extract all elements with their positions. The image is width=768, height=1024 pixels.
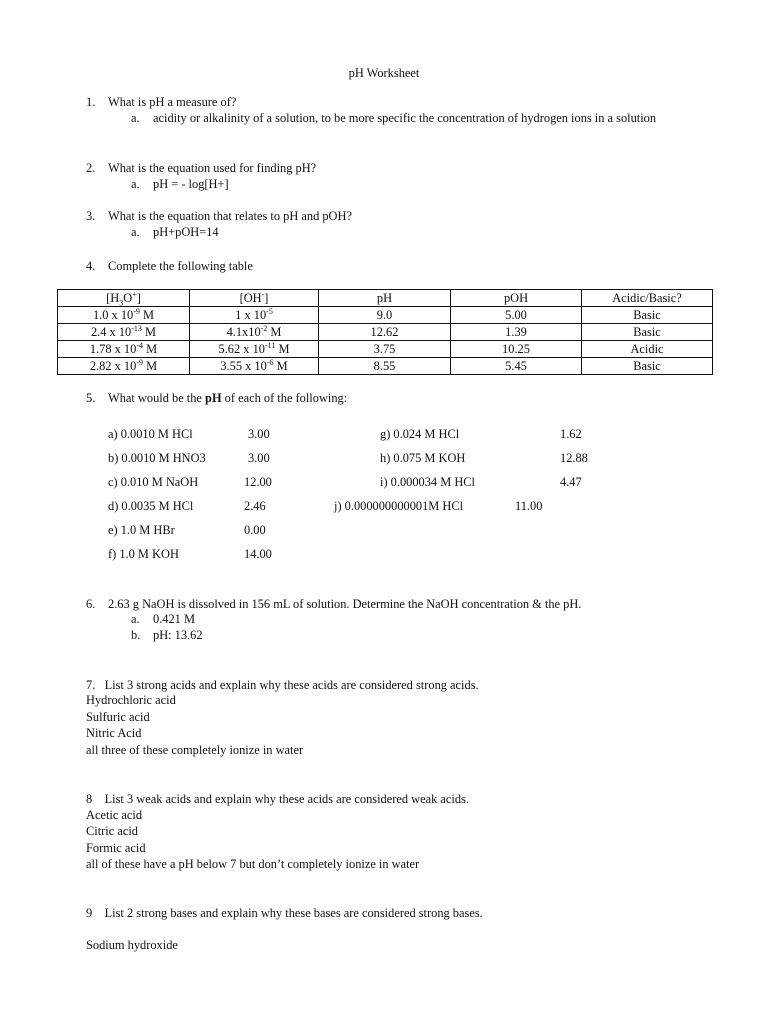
table-row [58, 307, 713, 324]
cell-h3o: 2.82 x $10^{-9}$ M [58, 358, 190, 375]
q5-item-b-label: b) 0.0010 M HNO3 [108, 451, 206, 465]
q5-text: What would be the pH of each of the following: [108, 391, 348, 405]
cell-oh: $4.1x10^{-2}$ M [190, 324, 319, 341]
q6-answer-a-label: a. [131, 612, 140, 626]
cell-poh: 5.00 [451, 307, 582, 324]
table-header-row [58, 290, 713, 307]
cell-ph: 8.55 [319, 358, 451, 375]
q4-text: Complete the following table [108, 259, 253, 273]
q6-answer-b-label: b. [131, 628, 141, 642]
q5-item-i-label: i) 0.000034 M HCl [380, 475, 475, 489]
cell-ph: 3.75 [319, 341, 451, 358]
cell-poh: 10.25 [451, 341, 582, 358]
cell-poh: 1.39 [451, 324, 582, 341]
table-row [58, 358, 713, 375]
q5-item-c-value: 12.00 [244, 475, 272, 489]
ph-table [57, 289, 713, 375]
q5-item-h-value: 12.88 [560, 451, 588, 465]
q5-item-f-value: 14.00 [244, 547, 272, 561]
q5-item-g-label: g) 0.024 M HCl [380, 427, 460, 441]
q5-item-e-label: e) 1.0 M HBr [108, 523, 175, 537]
q5-item-i-value: 4.47 [560, 475, 582, 489]
header-h3o: $[H_3O^+]$ [58, 290, 190, 307]
q1-text: What is pH a measure of? [108, 95, 237, 109]
cell-ph: 9.0 [319, 307, 451, 324]
q5-item-j-value: 11.00 [515, 499, 543, 513]
q5-item-h-label: h) 0.075 M KOH [380, 451, 466, 465]
q6-text: 2.63 g NaOH is dissolved in 156 mL of solution. Determine the NaOH concentration & the pH. [108, 597, 582, 611]
q5-item-d-value: 2.46 [244, 499, 266, 513]
page-title: pH Worksheet [348, 66, 420, 80]
q5-item-a-label: a) 0.0010 M HCl [108, 427, 193, 441]
cell-h3o: 1.78 x $10^{-4}$ M [58, 341, 190, 358]
q7-answer-line: Nitric Acid [86, 726, 142, 740]
q3-text: What is the equation that relates to pH and pOH? [108, 209, 352, 223]
cell-ph: 12.62 [319, 324, 451, 341]
table-row [58, 324, 713, 341]
cell-h3o: 1.0 x $10^{-9}$ M [58, 307, 190, 324]
table-row [58, 341, 713, 358]
cell-acidic-basic: Basic [582, 324, 713, 341]
q5-item-a-value: 3.00 [248, 427, 270, 441]
q7-answer-line: Hydrochloric acid [86, 693, 176, 707]
q1-answer: acidity or alkalinity of a solution, to be more specific the concentration of hydrogen ions in a solution [153, 111, 657, 125]
cell-oh: 1 x $10^{-5}$ [190, 307, 319, 324]
q8-text: 8 List 3 weak acids and explain why these acids are considered weak acids. [86, 792, 469, 806]
q3-number: 3. [86, 209, 96, 223]
q5-item-g-value: 1.62 [560, 427, 582, 441]
header-poh: pOH [451, 290, 582, 307]
cell-acidic-basic: Acidic [582, 341, 713, 358]
q2-number: 2. [86, 161, 96, 175]
q1-answer-label: a. [131, 111, 140, 125]
q8-answer-line: Acetic acid [86, 808, 143, 822]
cell-acidic-basic: Basic [582, 307, 713, 324]
cell-h3o: 2.4 x $10^{-13}$ M [58, 324, 190, 341]
q9-answer-line: Sodium hydroxide [86, 938, 178, 952]
q5-item-c-label: c) 0.010 M NaOH [108, 475, 199, 489]
q5-item-d-label: d) 0.0035 M HCl [108, 499, 194, 513]
q5-item-b-value: 3.00 [248, 451, 270, 465]
cell-oh: 5.62 x $10^{-11}$ M [190, 341, 319, 358]
q1-number: 1. [86, 95, 96, 109]
q7-answer-line: Sulfuric acid [86, 710, 150, 724]
q2-text: What is the equation used for finding pH? [108, 161, 317, 175]
q5-number: 5. [86, 391, 96, 405]
q5-item-f-label: f) 1.0 M KOH [108, 547, 179, 561]
q2-answer-label: a. [131, 177, 140, 191]
q6-number: 6. [86, 597, 96, 611]
q4-number: 4. [86, 259, 96, 273]
q3-answer-label: a. [131, 225, 140, 239]
cell-poh: 5.45 [451, 358, 582, 375]
q3-answer: pH+pOH=14 [153, 225, 219, 239]
q7-answer-line: all three of these completely ionize in water [86, 743, 304, 757]
q5-item-j-label: j) 0.000000000001M HCl [334, 499, 464, 513]
q8-answer-line: all of these have a pH below 7 but don’t completely ionize in water [86, 857, 420, 871]
cell-oh: 3.55 x $10^{-6}$ M [190, 358, 319, 375]
q8-answer-line: Citric acid [86, 824, 138, 838]
q2-answer: pH = - log[H+] [153, 177, 229, 191]
q9-text: 9 List 2 strong bases and explain why these bases are considered strong bases. [86, 906, 483, 920]
cell-acidic-basic: Basic [582, 358, 713, 375]
q7-text: 7. List 3 strong acids and explain why these acids are considered strong acids. [86, 678, 479, 692]
header-acidic-basic: Acidic/Basic? [582, 290, 713, 307]
q6-answer-b: pH: 13.62 [153, 628, 203, 642]
q5-item-e-value: 0.00 [244, 523, 266, 537]
q6-answer-a: 0.421 M [153, 612, 195, 626]
q8-answer-line: Formic acid [86, 841, 146, 855]
header-ph: pH [319, 290, 451, 307]
header-oh: [OH-] [190, 290, 319, 307]
